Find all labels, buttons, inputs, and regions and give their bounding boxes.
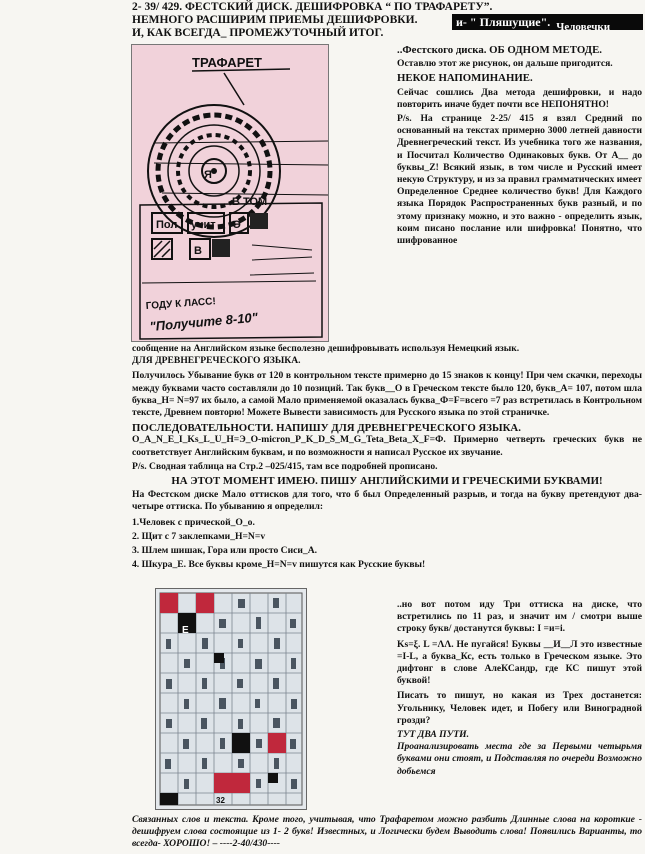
- list-item-2: 2. Щит с 7 заклепками_H=N=v: [132, 530, 266, 542]
- header-badge: [452, 14, 643, 30]
- footer-text: [132, 814, 642, 851]
- stencil-drawing: [132, 45, 328, 341]
- paragraph-ps: P/s. На странице 2-25/ 415 я взял Средний по основанный на текстах примерно 3000 летней давности Древнегреческий текст. Из учебника того же названия, и Посчитал Количество Одинаковых букв. От А__ до буквы_Z! Всякий язык, в том числе и Русский имеет некую Структуру, и из за правил грамматических имеет Определенное Среднее количество букв! Для Каждого языка Порядок Распространенных букв разный, и по этому признаку можно, и это важно - определить язык, коим писано послание или шифровка! Понятно, что шифрованное: [397, 113, 642, 247]
- right-column-top: [397, 44, 642, 247]
- heading-reminder: НЕКОЕ НАПОМИНАНИЕ.: [397, 72, 533, 85]
- stencil-bottom-note: ГОДУ К ЛАСС!: [145, 296, 217, 312]
- disc-grid: [156, 589, 306, 809]
- right-column-bottom: [397, 599, 642, 778]
- stencil-box-2: учит: [191, 219, 216, 231]
- paragraph-continuation: сообщение на Английском языке бесполезно дешифровывать используя Немецкий язык.: [132, 343, 520, 354]
- disc-letter-label: Е: [182, 625, 189, 636]
- stencil-box-4: В: [194, 245, 202, 257]
- paragraph-question: Писать то пишут, но какая из Трех достанется: Угольнику, Человек идет, и Побегу или Виноградной грозди?: [397, 690, 642, 726]
- heading-sequence: ПОСЛЕДОВАТЕЛЬНОСТИ. НАПИШУ ДЛЯ ДРЕВНЕГРЕЧЕСКОГО ЯЗЫКА.: [132, 422, 521, 435]
- badge-subtext: Человечки: [556, 21, 611, 30]
- stencil-box-1: Пол: [156, 219, 178, 231]
- subtitle-line-2: НЕМНОГО РАСШИРИМ ПРИЕМЫ ДЕШИФРОВКИ.: [132, 14, 418, 26]
- heading-greek: ДЛЯ ДРЕВНЕГРЕЧЕСКОГО ЯЗЫКА.: [132, 355, 301, 367]
- heading-two-ways: ТУТ ДВА ПУТИ.: [397, 729, 470, 741]
- paragraph-analyze: Проанализировать места где за Первыми четырьмя буквами они стоят, и Подставляя по очереди Возможно добьемся: [397, 741, 642, 777]
- section-intro: ..Фестского диска. ОБ ОДНОМ МЕТОДЕ.: [397, 44, 603, 56]
- list-item-3: 3. Шлем шишак, Гора или просто Сиси_А.: [132, 545, 318, 557]
- paragraph-three-prints: ..но вот потом иду Три оттиска на диске, что встретились по 11 раз, и значит им / смотри выше строку букв/ достанутся буквы: I =и=i.: [397, 599, 642, 635]
- list-item-4: 4. Шкура_Е. Все буквы кроме_H=N=v пишутся как Русские буквы!: [132, 559, 426, 571]
- paragraph-note: Оставлю этот же рисунок, он дальше пригодится.: [397, 58, 613, 70]
- stencil-label: ТРАФАРЕТ: [192, 55, 262, 70]
- paragraph-diphthong: Ks=ξ. L =ΛΛ. Не пугайся! Буквы __И__Л это известные =I-L, а буква_Кс, есть только в Греческом языке. Это дифтонг в слове АлеКСандр, где КС пишут этой буквой!: [397, 638, 642, 687]
- heading-moment: НА ЭТОТ МОМЕНТ ИМЕЮ. ПИШУ АНГЛИЙСКИМИ И ГРЕЧЕСКИМИ БУКВАМИ!: [171, 475, 603, 488]
- stencil-mid-letter: Я: [204, 169, 212, 181]
- subtitle-line-3: И, КАК ВСЕГДА_ ПРОМЕЖУТОЧНЫЙ ИТОГ.: [132, 27, 384, 39]
- disc-figure: [155, 588, 307, 810]
- paragraph-sequence: O_A_N_E_I_Ks_L_U_H=Э_O-micron_P_K_D_S_M_G_Teta_Beta_X_F=Ф. Примерно четверть греческих букв не соответствует Английским буквам, и по возможности я написал Русское их звучание.: [132, 434, 642, 458]
- document-title: 2- 39/ 429. ФЕСТСКИЙ ДИСК. ДЕШИФРОВКА “ ПО ТРАФАРЕТУ”.: [132, 1, 493, 13]
- badge-text: и- " Пляшущие".: [456, 15, 551, 29]
- stencil-center-text: В ТОМ: [232, 196, 268, 208]
- disc-bottom-marks: 32: [216, 796, 225, 805]
- footer-paragraph: Связанных слов и текста. Кроме того, учитывая, что Трафаретом можно разбить Длинные слова на короткие - дешифруем слова состоящие из 1- 2 букв! Известных, и Логически будем Выводить слова! Появились Варианты, то всегда- ХОРОШО! – ----2-40/430----: [132, 814, 642, 850]
- main-text: [132, 343, 642, 571]
- stencil-box-3: Э: [233, 219, 241, 231]
- paragraph-table-note: P/s. Сводная таблица на Стр.2 –025/415, там все подробней прописано.: [132, 460, 438, 472]
- paragraph-frequency: Получилось Убывание букв от 120 в контрольном тексте примерно до 15 знаков к концу! При чем скачки, переходы между буквами часто составляли до 10 позиций. Так букв__О в Греческом тексте было 120, букв_А= 107, потом шла буква_Н= N=97 их было, а самой Мало применяемой оказалась буква_Ф=F=всего =7 раз встретилась в Контрольном тексте, Древнем повторю! Можете Вывести зависимость для Русского языка по этой страничке.: [132, 370, 642, 419]
- stencil-grade-note: "Получите 8-10": [148, 309, 259, 334]
- list-item-1: 1.Человек с прической_О_о.: [132, 516, 255, 528]
- paragraph-methods: Сейчас сошлись Два метода дешифровки, и надо повторить иначе будет почти все НЕПОНЯТНО!: [397, 86, 642, 110]
- paragraph-disc: На Фестском диске Мало оттисков для того, что б был Определенный разрыв, и тогда на букву претендуют два- четыре оттиска. По убыванию я определил:: [132, 489, 642, 513]
- stencil-figure: [131, 44, 329, 342]
